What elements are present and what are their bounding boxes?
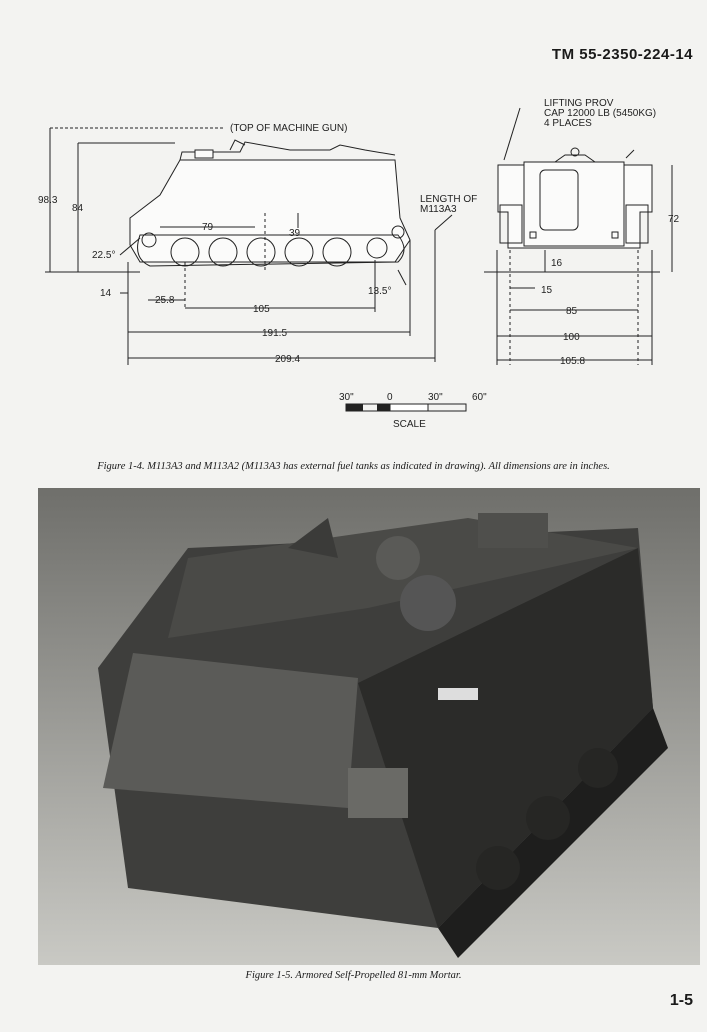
scale-tick-4: 60"	[472, 392, 487, 403]
dim-angle-22-5: 22.5°	[92, 250, 116, 261]
page-number: 1-5	[669, 992, 693, 1009]
dim-13-5: 13.5°	[368, 286, 392, 297]
label-lifting-prov-3: 4 PLACES	[544, 118, 592, 129]
figure-1-4-caption: Figure 1-4. M113A3 and M113A2 (M113A3 has external fuel tanks as indicated in drawing). All dimensions are in inches.	[97, 461, 610, 472]
scale-tick-2: 0	[387, 392, 393, 403]
dim-14: 14	[100, 288, 112, 299]
dim-15: 15	[541, 285, 553, 296]
label-lifting-prov-1: LIFTING PROV	[544, 98, 614, 109]
label-length-of-1: LENGTH OF	[420, 194, 478, 205]
scale-tick-1: 30"	[339, 392, 354, 403]
dim-85: 85	[566, 306, 578, 317]
label-top-of-machine-gun: (TOP OF MACHINE GUN)	[230, 123, 348, 134]
scale-tick-3: 30"	[428, 392, 443, 403]
scale-bar	[346, 404, 466, 411]
dim-209-4: 209.4	[275, 354, 301, 365]
dim-191-5: 191.5	[262, 328, 288, 339]
dim-105: 105	[253, 304, 270, 315]
dim-25-8: 25.8	[155, 295, 175, 306]
figure-1-5-photo	[38, 488, 700, 965]
label-lifting-prov-2: CAP 12000 LB (5450KG)	[544, 108, 657, 119]
dim-105-8: 105.8	[560, 356, 586, 367]
figure-1-4-drawing	[0, 0, 707, 440]
dim-98-3: 98.3	[38, 195, 58, 206]
dim-39: 39	[289, 228, 301, 239]
dim-100: 100	[563, 332, 580, 343]
figure-1-5-caption: Figure 1-5. Armored Self-Propelled 81-mm Mortar.	[245, 970, 462, 981]
scale-label: SCALE	[393, 419, 426, 430]
document-number: TM 55-2350-224-14	[551, 46, 693, 63]
label-length-of-2: M113A3	[420, 204, 457, 215]
dim-16: 16	[551, 258, 563, 269]
dim-72: 72	[668, 214, 680, 225]
dim-79: 79	[202, 222, 214, 233]
dim-84: 84	[72, 203, 84, 214]
